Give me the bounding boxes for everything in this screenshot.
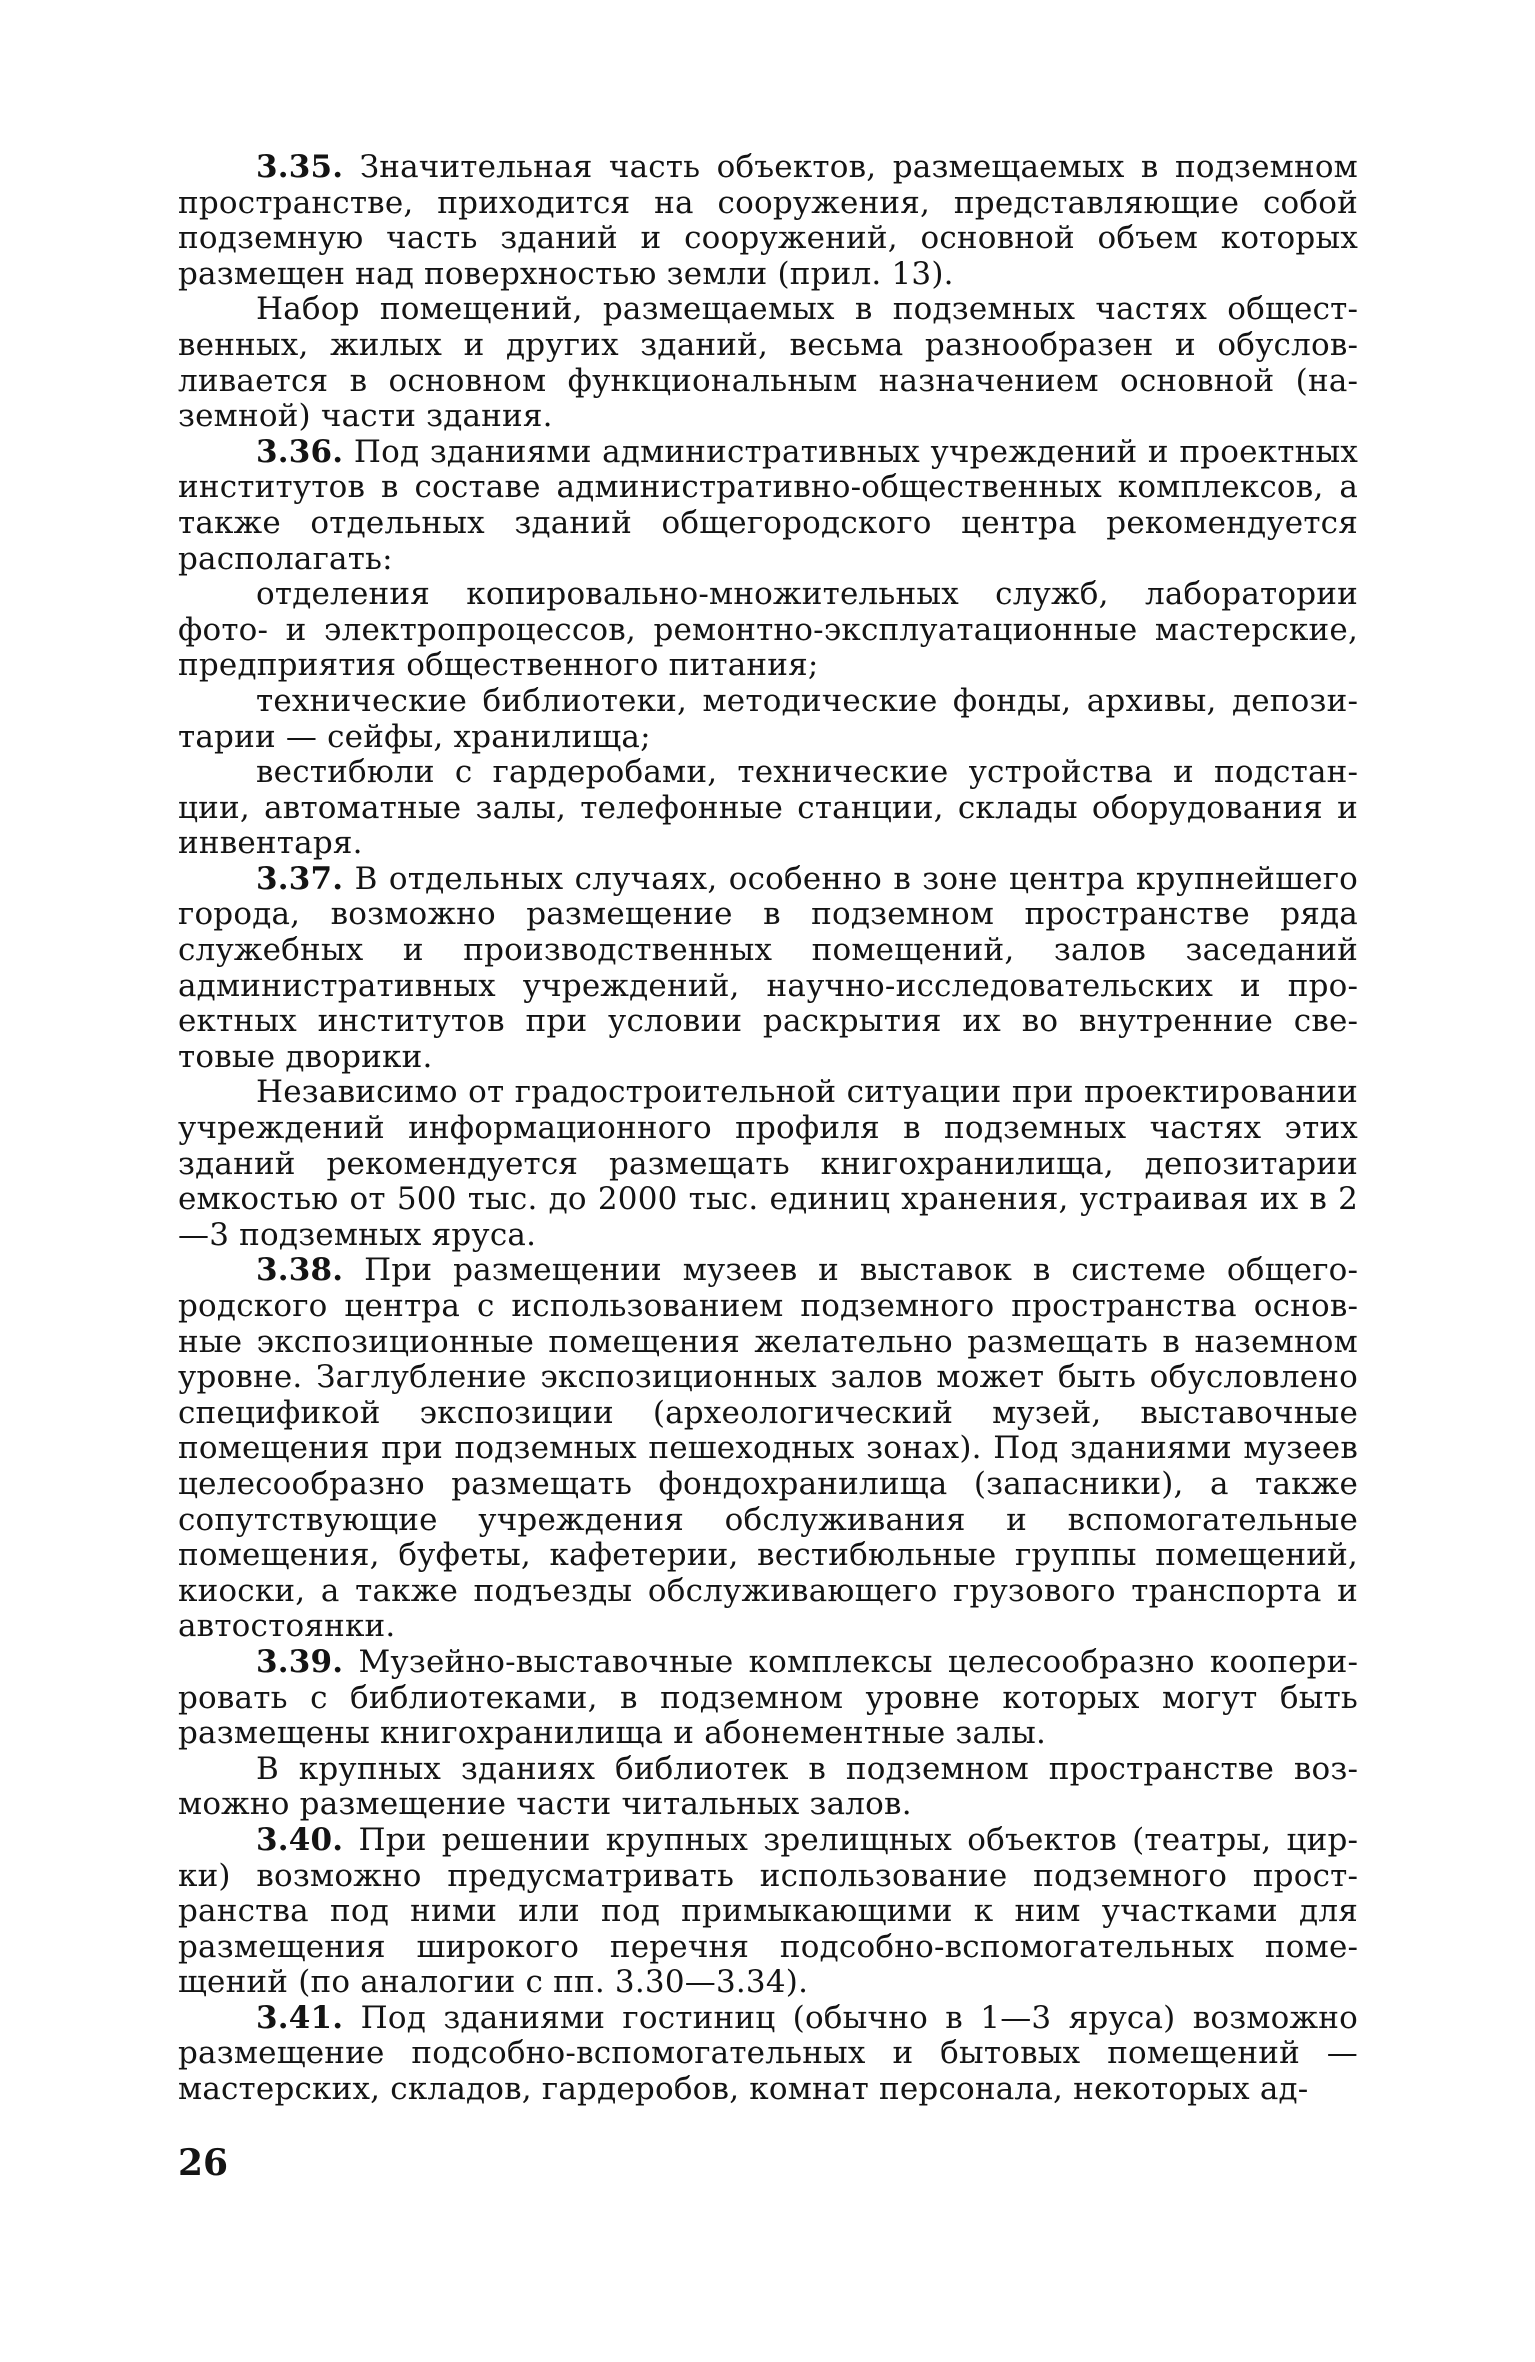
list-item-copy-services: [178, 577, 1358, 684]
clause-number: 3.40.: [256, 1821, 344, 1858]
clause-number: 3.39.: [256, 1643, 344, 1680]
clause-number: 3.37.: [256, 860, 344, 897]
paragraph-text: Музейно-выставочные комплексы целесообразно кооперировать с библиотеками, в подземном уровне которых могут быть размещены книгохранилища и абонементные залы.: [178, 1643, 1358, 1752]
paragraph-text: Независимо от градостроительной ситуации при проектировании учреждений информационного профиля в подземных частях этих зданий рекомендуется размещать книгохранилища, депозитарии емкостью от 500 тыс. до 2000 тыс. единиц хранения, устраивая их в 2—3 подземных яруса.: [178, 1074, 1358, 1253]
paragraph-text: В крупных зданиях библиотек в подземном пространстве возможно размещение части читальных залов.: [178, 1750, 1358, 1823]
paragraph-text: Под зданиями административных учреждений и проектных институтов в составе административно-общественных комплексов, а также отдельных зданий общегородского центра рекомендуется располагать:: [178, 433, 1358, 577]
list-item-libraries: [178, 684, 1358, 755]
paragraph-library-reading-halls: [178, 1752, 1358, 1823]
document-body: [178, 150, 1358, 2108]
paragraph-text: Значительная часть объектов, размещаемых в подземном пространстве, приходится на сооружения, представляющие собой подземную часть зданий и сооружений, основной объем которых размещен над поверхностью земли (прил. 13).: [178, 149, 1358, 292]
paragraph-3-36: [178, 435, 1358, 577]
paragraph-3-37: [178, 862, 1358, 1076]
paragraph-rooms-set: [178, 292, 1358, 434]
paragraph-3-35: [178, 150, 1358, 292]
paragraph-3-41: [178, 2001, 1358, 2108]
paragraph-text: вестибюли с гардеробами, технические устройства и подстанции, автоматные залы, телефонные станции, склады оборудования и инвентаря.: [178, 754, 1358, 862]
paragraph-3-39: [178, 1645, 1358, 1752]
paragraph-text: В отдельных случаях, особенно в зоне центра крупнейшего города, возможно размещение в подземном пространстве ряда служебных и производственных помещений, залов заседаний административных учреждений, научно-исследовательских и проектных институтов при условии раскрытия их во внутренние световые дворики.: [178, 860, 1358, 1075]
clause-number: 3.36.: [256, 433, 344, 470]
paragraph-3-38: [178, 1253, 1358, 1645]
clause-number: 3.35.: [256, 149, 344, 185]
paragraph-text: При размещении музеев и выставок в системе общегородского центра с использованием подземного пространства основные экспозиционные помещения желательно размещать в наземном уровне. Заглубление экспозиционных залов может быть обусловлено спецификой экспозиции (археологический музей, выставочные помещения при подземных пешеходных зонах). Под зданиями музеев целесообразно размещать фондохранилища (запасники), а также сопутствующие учреждения обслуживания и вспомогательные помещения, буфеты, кафетерии, вестибюльные группы помещений, киоски, а также подъезды обслуживающего грузового транспорта и автостоянки.: [178, 1252, 1358, 1645]
paragraph-text: Под зданиями гостиниц (обычно в 1—3 яруса) возможно размещение подсобно-вспомогательных и бытовых помещений — мастерских, складов, гардеробов, комнат персонала, некоторых ад-: [178, 1999, 1358, 2108]
list-item-vestibules: [178, 755, 1358, 862]
paragraph-text: При решении крупных зрелищных объектов (театры, цирки) возможно предусматривать использование подземного пространства под ними или под примыкающими к ним участками для размещения широкого перечня подсобно-вспомогательных помещений (по аналогии с пп. 3.30—3.34).: [178, 1821, 1358, 2001]
paragraph-text: отделения копировально-множительных служб, лаборатории фото- и электропроцессов, ремонтно-эксплуатационные мастерские, предприятия общественного питания;: [178, 576, 1358, 684]
paragraph-text: Набор помещений, размещаемых в подземных частях общественных, жилых и других зданий, весьма разнообразен и обусловливается в основном функциональным назначением основной (наземной) части здания.: [178, 291, 1358, 435]
paragraph-3-40: [178, 1823, 1358, 2001]
paragraph-information-institutions: [178, 1075, 1358, 1253]
paragraph-text: технические библиотеки, методические фонды, архивы, депозитарии — сейфы, хранилища;: [178, 682, 1358, 755]
clause-number: 3.38.: [256, 1252, 344, 1289]
clause-number: 3.41.: [256, 1999, 344, 2036]
page-number: 26: [178, 2142, 229, 2184]
